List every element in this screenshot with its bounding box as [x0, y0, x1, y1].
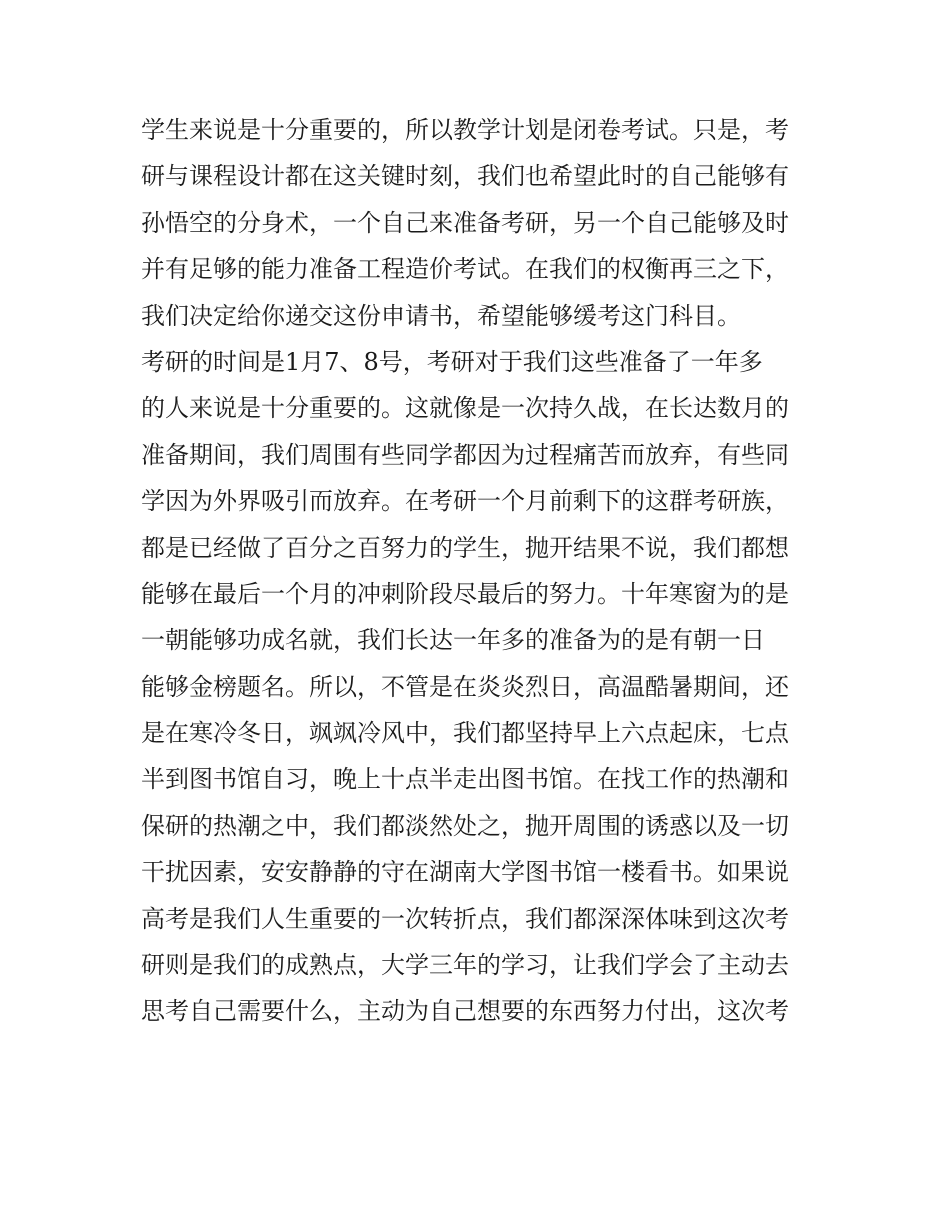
text-line: 研与课程设计都在这关键时刻，我们也希望此时的自己能够有: [141, 162, 789, 191]
text-line: 一朝能够功成名就，我们长达一年多的准备为的是有朝一日: [141, 626, 765, 655]
text-line: 学生来说是十分重要的，所以教学计划是闭卷考试。只是，考: [141, 116, 789, 144]
text-line: 都是已经做了百分之百努力的学生，抛开结果不说，我们都想: [141, 533, 789, 562]
text-line: 考研的时间是1月7、8号，考研对于我们这些准备了一年多: [141, 347, 763, 376]
text-line: 的人来说是十分重要的。这就像是一次持久战，在长达数月的: [141, 394, 789, 423]
body-text: [141, 107, 821, 1035]
text-line: 学因为外界吸引而放弃。在考研一个月前剩下的这群考研族，: [141, 487, 789, 516]
text-line: 并有足够的能力准备工程造价考试。在我们的权衡再三之下，: [141, 255, 789, 284]
text-line: 能够在最后一个月的冲刺阶段尽最后的努力。十年寒窗为的是: [141, 579, 789, 608]
text-line: 准备期间，我们周围有些同学都因为过程痛苦而放弃，有些同: [141, 440, 789, 469]
text-line: 干扰因素，安安静静的守在湖南大学图书馆一楼看书。如果说: [141, 858, 789, 887]
text-line: 高考是我们人生重要的一次转折点，我们都深深体味到这次考: [141, 904, 789, 933]
text-line: 我们决定给你递交这份申请书，希望能够缓考这门科目。: [141, 301, 741, 330]
text-line: 能够金榜题名。所以，不管是在炎炎烈日，高温酷暑期间，还: [141, 672, 789, 701]
text-line: 研则是我们的成熟点，大学三年的学习，让我们学会了主动去: [141, 951, 789, 980]
text-line: 孙悟空的分身术，一个自己来准备考研，另一个自己能够及时: [141, 208, 789, 237]
text-line: 半到图书馆自习，晚上十点半走出图书馆。在找工作的热潮和: [141, 765, 789, 794]
text-line: 保研的热潮之中，我们都淡然处之，抛开周围的诱惑以及一切: [141, 811, 789, 840]
text-line: 思考自己需要什么，主动为自己想要的东西努力付出，这次考: [141, 997, 789, 1026]
text-line: 是在寒冷冬日，飒飒冷风中，我们都坚持早上六点起床，七点: [141, 719, 789, 748]
